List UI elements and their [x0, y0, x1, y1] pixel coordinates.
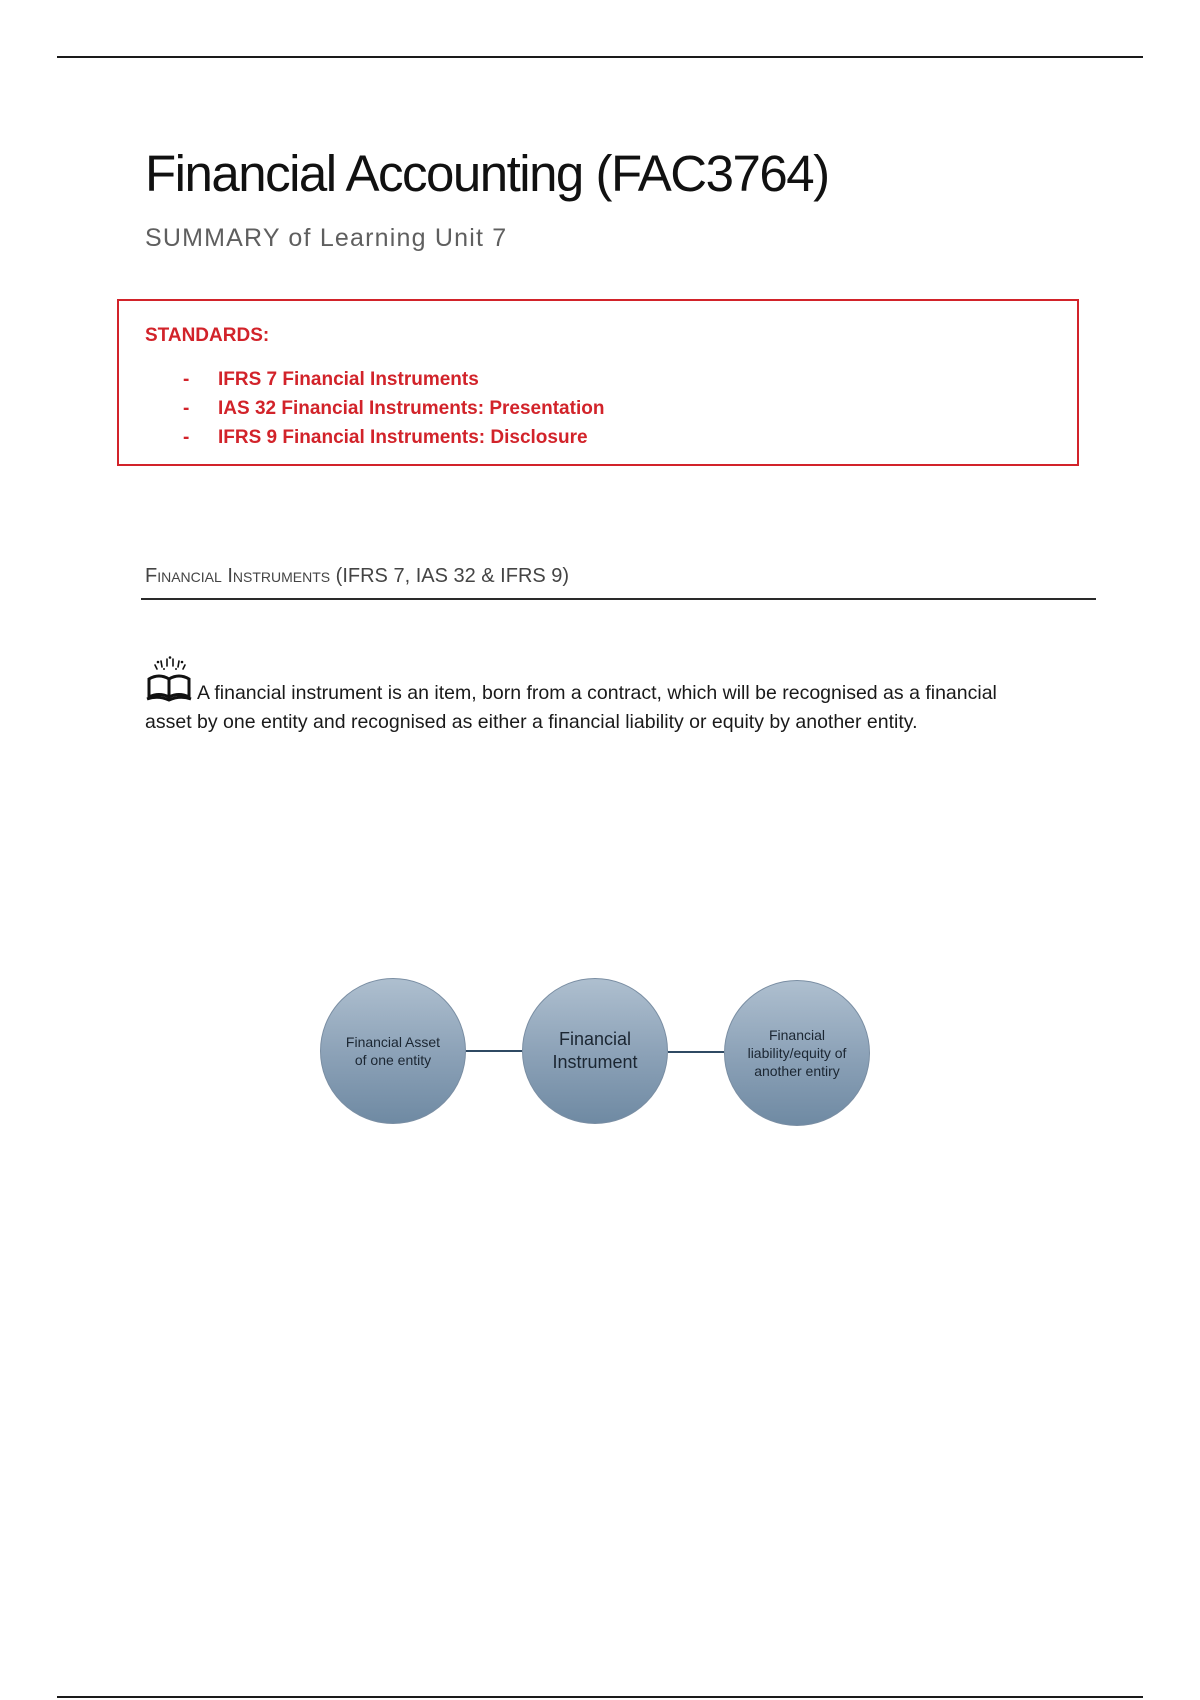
node-label: Financial Asset of one entity — [345, 1034, 441, 1068]
bullet-dash: - — [183, 369, 190, 390]
standard-ifrs9: IFRS 9 Financial Instruments: Disclosure — [218, 427, 588, 448]
connector-line — [466, 1050, 522, 1052]
node-financial-instrument — [522, 978, 668, 1124]
document-title: Financial Accounting (FAC3764) — [145, 145, 829, 202]
definition-paragraph — [145, 655, 1045, 737]
header-rule — [57, 56, 1143, 58]
document-subtitle: SUMMARY of Learning Unit 7 — [145, 224, 508, 252]
node-label: Financial Instrument — [552, 1029, 638, 1072]
node-label: Financial liability/equity of another entiry — [747, 1027, 847, 1079]
section-heading-standards: (IFRS 7, IAS 32 & IFRS 9) — [330, 565, 570, 587]
section-heading — [145, 565, 569, 588]
standards-heading: STANDARDS: — [145, 325, 270, 346]
standards-box — [117, 299, 1079, 466]
open-book-icon — [145, 655, 193, 703]
definition-text: A financial instrument is an item, born from a contract, which will be recognised as a financial asset by one entity and recognised as either a financial liability or equity by another entity. — [145, 682, 997, 733]
standard-ifrs7: IFRS 7 Financial Instruments — [218, 369, 479, 390]
node-financial-liability-equity — [724, 980, 870, 1126]
bullet-dash: - — [183, 427, 190, 448]
node-financial-asset — [320, 978, 466, 1124]
footer-rule — [57, 1696, 1143, 1698]
financial-instrument-diagram — [320, 975, 880, 1127]
connector-line — [668, 1051, 724, 1053]
section-heading-title: Financial Instruments — [145, 565, 331, 587]
section-rule — [141, 598, 1096, 600]
standard-ias32: IAS 32 Financial Instruments: Presentation — [218, 398, 605, 419]
bullet-dash: - — [183, 398, 190, 419]
